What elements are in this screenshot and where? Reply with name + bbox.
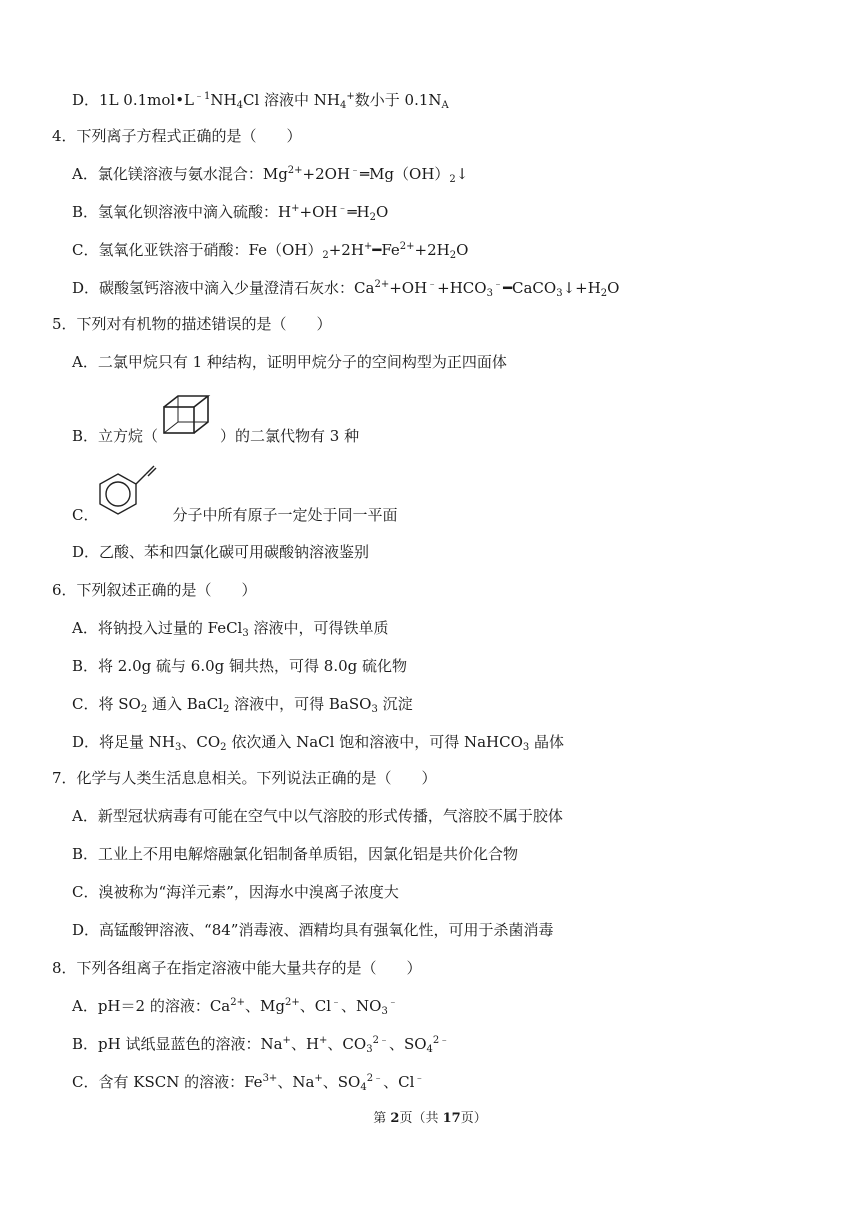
page-number: 2: [390, 1111, 400, 1126]
q4-option-a: A．氯化镁溶液与氨水混合：$Mg^{2+}+2OH^﹣═Mg(OH)_2↓$: [72, 165, 469, 185]
q7-option-a: A．新型冠状病毒有可能在空气中以气溶胶的形式传播，气溶胶不属于胶体: [72, 807, 563, 825]
q3-option-d: D．1L $0.1mol•L^{﹣1}NH_4Cl$ 溶液中 $NH_4^+$数小于 $0.1N_A$: [72, 91, 449, 111]
page-footer: 第 2页（共 17页）: [373, 1111, 487, 1126]
q8-option-b: B．pH 试纸显蓝色的溶液：Na+、H+、$CO_3^{2﹣}$、$SO_4^{2﹣}$: [72, 1035, 450, 1055]
q5-option-a: A．二氯甲烷只有 1 种结构，证明甲烷分子的空间构型为正四面体: [72, 353, 507, 371]
q7-option-b: B．工业上不用电解熔融氯化铝制备单质铝，因氯化铝是共价化合物: [72, 845, 519, 863]
q4-option-d: D．碳酸氢钙溶液中滴入少量澄清石灰水：$Ca^{2+}+OH^﹣+HCO_3^﹣━CaCO_3↓+H_2O$: [72, 279, 620, 299]
q7-option-d: D．高锰酸钾溶液、“84”消毒液、酒精均具有强氧化性，可用于杀菌消毒: [72, 921, 554, 939]
cubane-structure-image: [160, 393, 212, 437]
q8-stem: 8．下列各组离子在指定溶液中能大量共存的是（ ）: [52, 959, 422, 977]
q4-option-b: B．氢氧化钡溶液中滴入硫酸：$H^++OH^﹣═H_2O$: [72, 203, 389, 223]
q6-option-c: C．将 $SO_2$ 通入 BaCl$_2$ 溶液中，可得 BaSO$_3$ 沉淀: [72, 695, 413, 715]
total-pages: 17: [442, 1111, 461, 1126]
q7-stem: 7．化学与人类生活息息相关。下列说法正确的是（ ）: [52, 769, 437, 787]
q5-option-c: C． 分子中所有原子一定处于同一平面: [72, 506, 398, 524]
q8-option-a: A．pH＝2 的溶液：$Ca^{2+}$、$Mg^{2+}$、Cl﹣、$NO_3^﹣$: [72, 997, 398, 1017]
q5-option-b: B．立方烷（ ）的二氯代物有 3 种: [72, 427, 360, 445]
q4-stem: 4．下列离子方程式正确的是（ ）: [52, 127, 302, 145]
q5-stem: 5．下列对有机物的描述错误的是（ ）: [52, 315, 332, 333]
q6-option-d: D．将足量 $NH_3$、$CO_2$ 依次通入 NaCl 饱和溶液中，可得 NaHCO$_3$ 晶体: [72, 733, 565, 753]
q4-option-c: C．氢氧化亚铁溶于硝酸：$Fe(OH)_2+2H^+━Fe^{2+}+2H_2O$: [72, 241, 469, 261]
q8-option-c: C．含有 KSCN 的溶液：$Fe^{3+}$、Na+、$SO_4^{2﹣}$、Cl﹣: [72, 1073, 425, 1093]
q5-option-d: D．乙酸、苯和四氯化碳可用碳酸钠溶液鉴别: [72, 543, 370, 561]
q7-option-c: C．溴被称为“海洋元素”，因海水中溴离子浓度大: [72, 883, 399, 901]
q6-option-a: A．将钠投入过量的 FeCl$_3$ 溶液中，可得铁单质: [72, 619, 389, 639]
q6-stem: 6．下列叙述正确的是（ ）: [52, 581, 257, 599]
q6-option-b: B．将 2.0g 硫与 6.0g 铜共热，可得 8.0g 硫化物: [72, 657, 408, 675]
